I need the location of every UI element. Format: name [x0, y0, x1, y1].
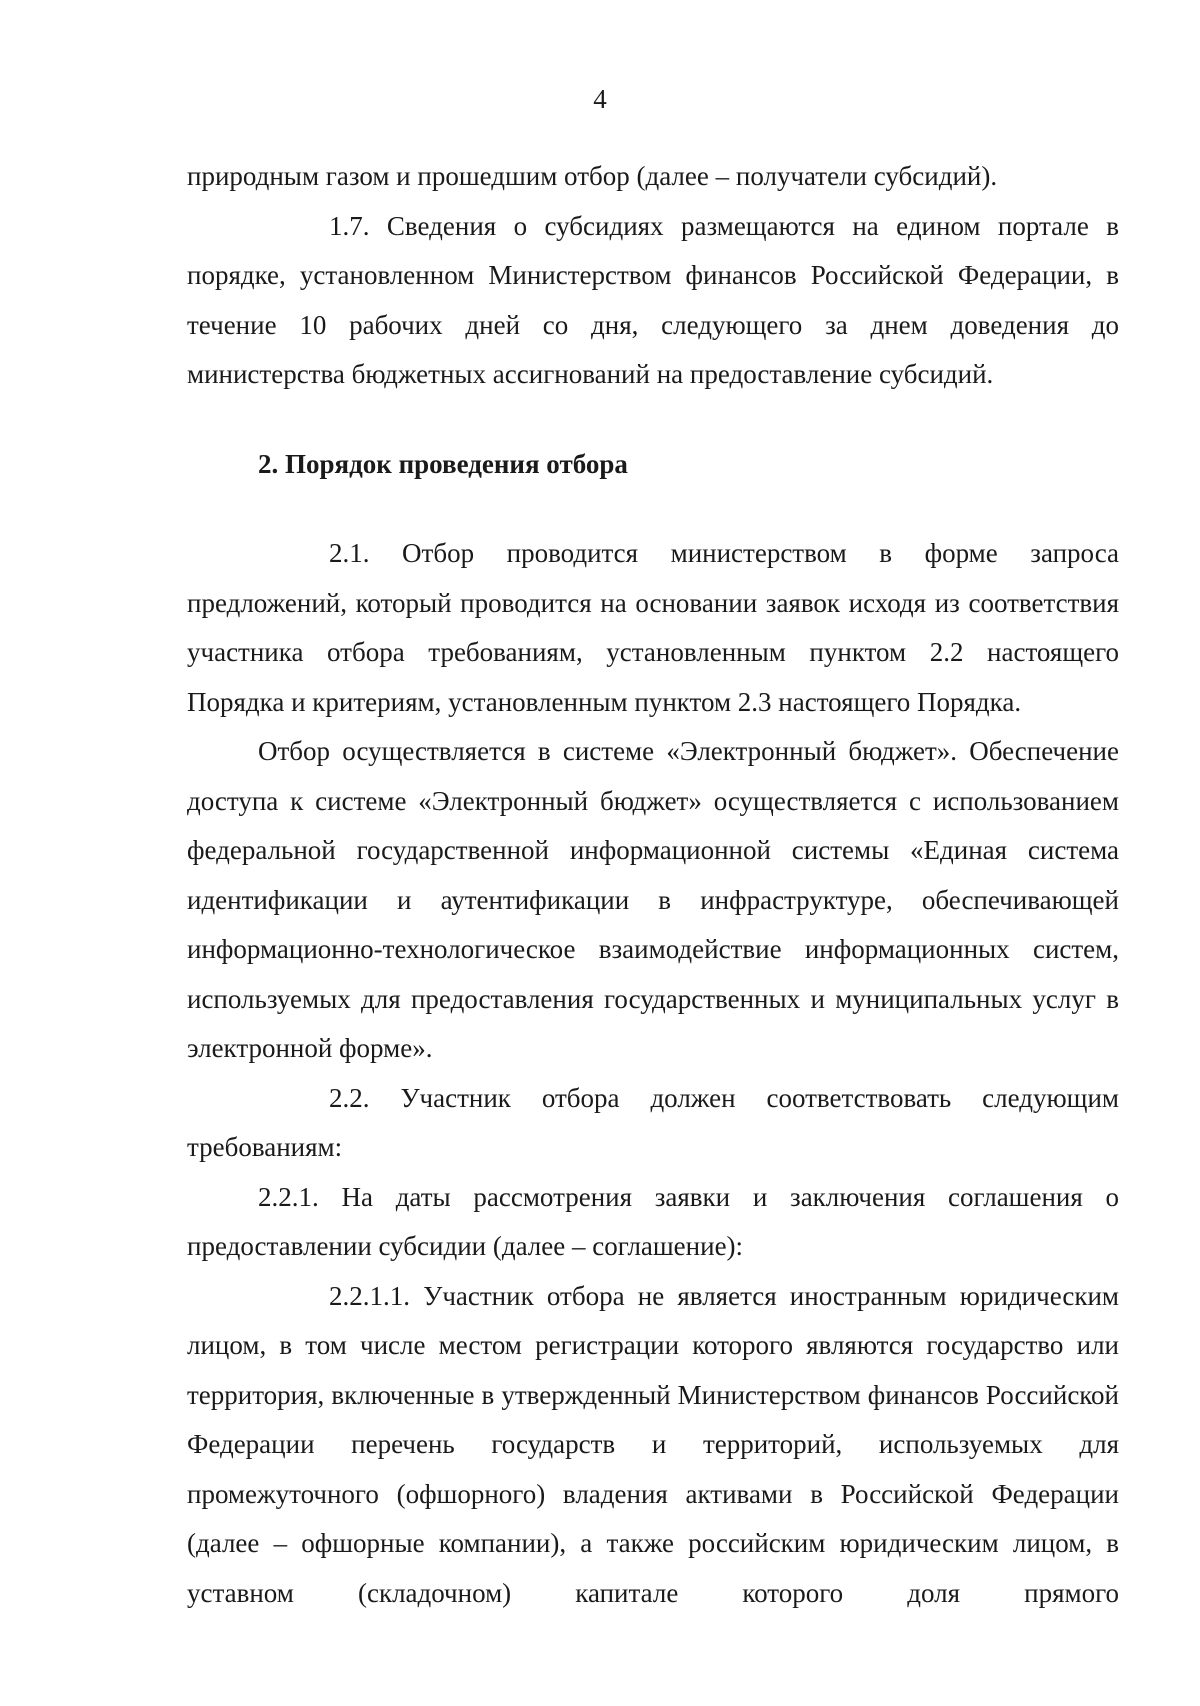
paragraph-2-1 — [187, 529, 1119, 727]
paragraph-1-7 — [187, 202, 1119, 400]
document-body — [187, 152, 1119, 1618]
clause-text: Сведения о субсидиях размещаются на едином портале в порядке, установленном Министерством финансов Российской Федерации, в течение 10 рабочих дней со дня, следующего за днем доведения до министерства бюджетных ассигнований на предоставление субсидий. — [187, 210, 1119, 389]
clause-text: Участник отбора должен соответствовать следующим требованиям: — [187, 1082, 1119, 1162]
paragraph-2-1-continued: Отбор осуществляется в системе «Электронный бюджет». Обеспечение доступа к системе «Электронный бюджет» осуществляется с использованием федеральной государственной информационной системы «Единая система идентификации и аутентификации в инфраструктуре, обеспечивающей информационно-технологическое взаимодействие информационных систем, используемых для предоставления государственных и муниципальных услуг в электронной форме». — [187, 736, 1119, 1063]
section-heading: 2. Порядок проведения отбора — [258, 448, 628, 479]
paragraph-continuation: природным газом и прошедшим отбор (далее – получатели субсидий). — [187, 161, 998, 191]
clause-number: 2.2.1.1. — [329, 1280, 410, 1311]
page-number: 4 — [593, 84, 607, 114]
paragraph-2-2-1 — [187, 1173, 1119, 1272]
clause-text: Участник отбора не является иностранным юридическим лицом, в том числе местом регистрации которого являются государство или территория, включенные в утвержденный Министерством финансов Российской Федерации перечень государств и территорий, используемых для промежуточного (офшорного) владения активами в Российской Федерации (далее – офшорные компании), а также российским юридическим лицом, в уставном (складочном) капитале которого доля прямого — [187, 1280, 1119, 1608]
clause-text: Отбор проводится министерством в форме запроса предложений, который проводится на основании заявок исходя из соответствия участника отбора требованиям, установленным пунктом 2.2 настоящего Порядка и критериям, установленным пунктом 2.3 настоящего Порядка. — [187, 538, 1119, 717]
paragraph-2-2 — [187, 1074, 1119, 1173]
paragraph-2-2-1-1 — [187, 1272, 1119, 1619]
clause-number: 2.1. — [329, 538, 370, 568]
clause-number: 1.7. — [329, 210, 370, 241]
clause-text: На даты рассмотрения заявки и заключения соглашения о предоставлении субсидии (далее – соглашение): — [187, 1181, 1120, 1261]
clause-number: 2.2.1. — [258, 1181, 319, 1212]
clause-number: 2.2. — [329, 1082, 370, 1113]
